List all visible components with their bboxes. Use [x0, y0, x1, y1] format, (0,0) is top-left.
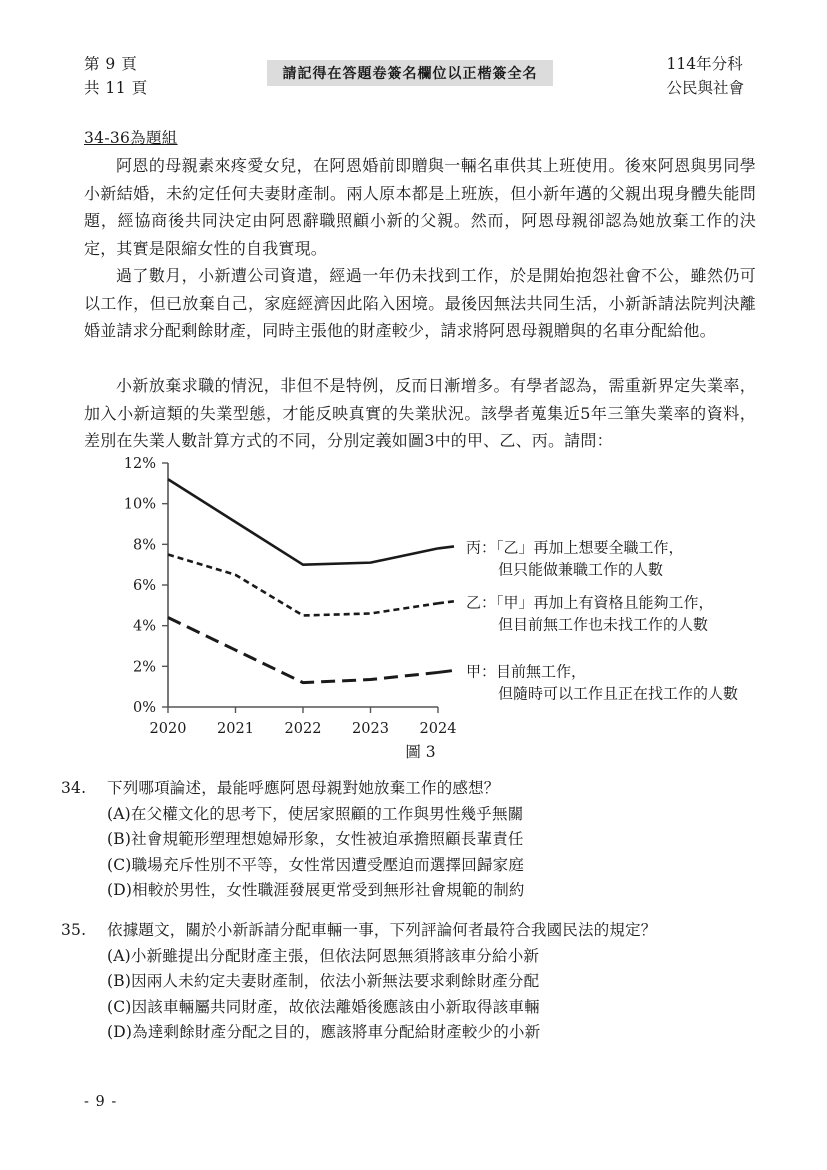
y-axis-tick-label: 8% — [132, 537, 156, 554]
passage-paragraph-3: 小新放棄求職的情況，非但不是特例，反而日漸增多。有學者認為，需重新界定失業率，加入小新這類的失業型態，才能反映真實的失業狀況。該學者蒐集近5年三筆失業率的資料，差別在失業人數計算方式的不同，分別定義如圖3中的甲、乙、丙。請問： — [84, 376, 756, 450]
y-axis-tick-label: 0% — [132, 700, 156, 716]
question-34-option-a[interactable] — [84, 802, 764, 828]
option-text: 職場充斥性別不平等，女性常因遭受壓迫而選擇回歸家庭 — [131, 855, 525, 874]
question-34-number: 34. — [61, 779, 87, 797]
exam-info-right — [666, 52, 744, 100]
y-axis-tick-label: 6% — [132, 578, 156, 594]
option-text: 小新雖提出分配財產主張，但依法阿恩無須將該車分給小新 — [130, 946, 540, 965]
exam-year-line: 114年分科 — [666, 55, 743, 73]
option-text: 因兩人未約定夫妻財產制，依法小新無法要求剩餘財產分配 — [131, 972, 540, 990]
question-34 — [61, 776, 764, 904]
option-text: 社會規範形塑理想媳婦形象，女性被迫承擔照顧長輩責任 — [131, 830, 524, 848]
series-line-丙 — [168, 479, 438, 564]
legend-marker-甲 — [438, 670, 454, 672]
legend-label-甲-line2: 但隨時可以工作且正在找工作的人數 — [498, 684, 739, 703]
x-axis-tick-label: 2021 — [217, 721, 254, 737]
question-35-option-c[interactable] — [84, 995, 764, 1021]
y-axis-tick-label: 12% — [123, 456, 156, 472]
page-number-line: 第 9 頁 — [84, 55, 138, 73]
y-axis-tick-label: 4% — [132, 618, 156, 635]
legend-label-丙-line1: 丙：「乙」再加上想要全職工作， — [466, 538, 684, 557]
legend-label-甲-line1: 甲：目前無工作， — [466, 662, 587, 681]
question-35-option-b[interactable] — [84, 969, 764, 995]
option-key: (D) — [107, 1023, 133, 1041]
option-text: 因該車輛屬共同財產，故依法離婚後應該由小新取得該車輛 — [131, 997, 540, 1016]
question-35-text: 依據題文，關於小新訴請分配車輛一事，下列評論何者最符合我國民法的規定？ — [107, 921, 657, 939]
figure-3 — [0, 440, 827, 760]
question-group-label: 34-36為題組 — [84, 129, 178, 147]
exam-subject-line: 公民與社會 — [666, 79, 744, 97]
option-key: (A) — [107, 946, 131, 965]
y-axis-tick-label: 10% — [123, 496, 156, 513]
question-35-option-a[interactable] — [84, 944, 764, 970]
x-axis-tick-label: 2024 — [419, 721, 457, 737]
option-key: (A) — [107, 804, 131, 823]
question-34-stem — [61, 776, 764, 802]
option-key: (B) — [107, 830, 132, 848]
x-axis-tick-label: 2023 — [352, 721, 389, 737]
question-34-option-d[interactable] — [84, 878, 764, 904]
question-35-number: 35. — [61, 921, 87, 939]
page-total-line: 共 11 頁 — [84, 79, 148, 97]
question-34-option-b[interactable] — [84, 827, 764, 853]
option-text: 在父權文化的思考下，使居家照顧的工作與男性幾乎無關 — [130, 804, 524, 823]
option-text: 為達剩餘財產分配之目的，應該將車分配給財產較少的小新 — [132, 1023, 541, 1041]
option-key: (B) — [107, 972, 132, 990]
legend-label-丙-line2: 但只能做兼職工作的人數 — [498, 560, 664, 579]
question-34-text: 下列哪項論述，最能呼應阿恩母親對她放棄工作的感想？ — [107, 779, 500, 797]
option-key: (D) — [107, 881, 133, 899]
question-35 — [61, 918, 764, 1046]
page-header — [84, 52, 744, 102]
passage-paragraph-2: 過了數月，小新遭公司資遣，經過一年仍未找到工作，於是開始抱怨社會不公，雖然仍可以工作，但已放棄自己，家庭經濟因此陷入困境。最後因無法共同生活，小新訴請法院判決離婚並請求分配剩餘財產，同時主張他的財產較少，請求將阿恩母親贈與的名車分配給他。 — [84, 266, 756, 340]
legend-marker-乙 — [438, 601, 454, 603]
unemployment-rate-line-chart — [0, 440, 827, 740]
question-34-option-c[interactable] — [84, 853, 764, 879]
legend-label-乙-line2: 但目前無工作也未找工作的人數 — [498, 615, 709, 634]
y-axis-tick-label: 2% — [132, 659, 156, 676]
legend-label-乙-line1: 乙：「甲」再加上有資格且能夠工作， — [466, 593, 714, 612]
option-key: (C) — [107, 997, 132, 1016]
x-axis-tick-label: 2022 — [284, 721, 322, 737]
option-text: 相較於男性，女性職涯發展更常受到無形社會規範的制約 — [132, 881, 525, 899]
passage-paragraph-1: 阿恩的母親素來疼愛女兒，在阿恩婚前即贈與一輛名車供其上班使用。後來阿恩與男同學小新結婚，未約定任何夫妻財產制。兩人原本都是上班族，但小新年邁的父親出現身體失能問題，經協商後共同決定由阿恩辭職照顧小新的父親。然而，阿恩母親卻認為她放棄工作的決定，其實是限縮女性的自我實現。 — [84, 156, 756, 258]
series-line-甲 — [168, 618, 438, 683]
figure-caption: 圖 3 — [405, 743, 436, 761]
x-axis-tick-label: 2020 — [149, 721, 187, 737]
page-footer: - 9 - — [84, 1094, 118, 1110]
option-key: (C) — [107, 855, 132, 874]
question-35-option-d[interactable] — [84, 1020, 764, 1046]
question-35-stem — [61, 918, 764, 944]
signature-reminder-banner: 請記得在答題卷簽名欄位以正楷簽全名 — [267, 60, 553, 86]
legend-marker-丙 — [438, 546, 454, 548]
page-count-left — [84, 52, 148, 100]
